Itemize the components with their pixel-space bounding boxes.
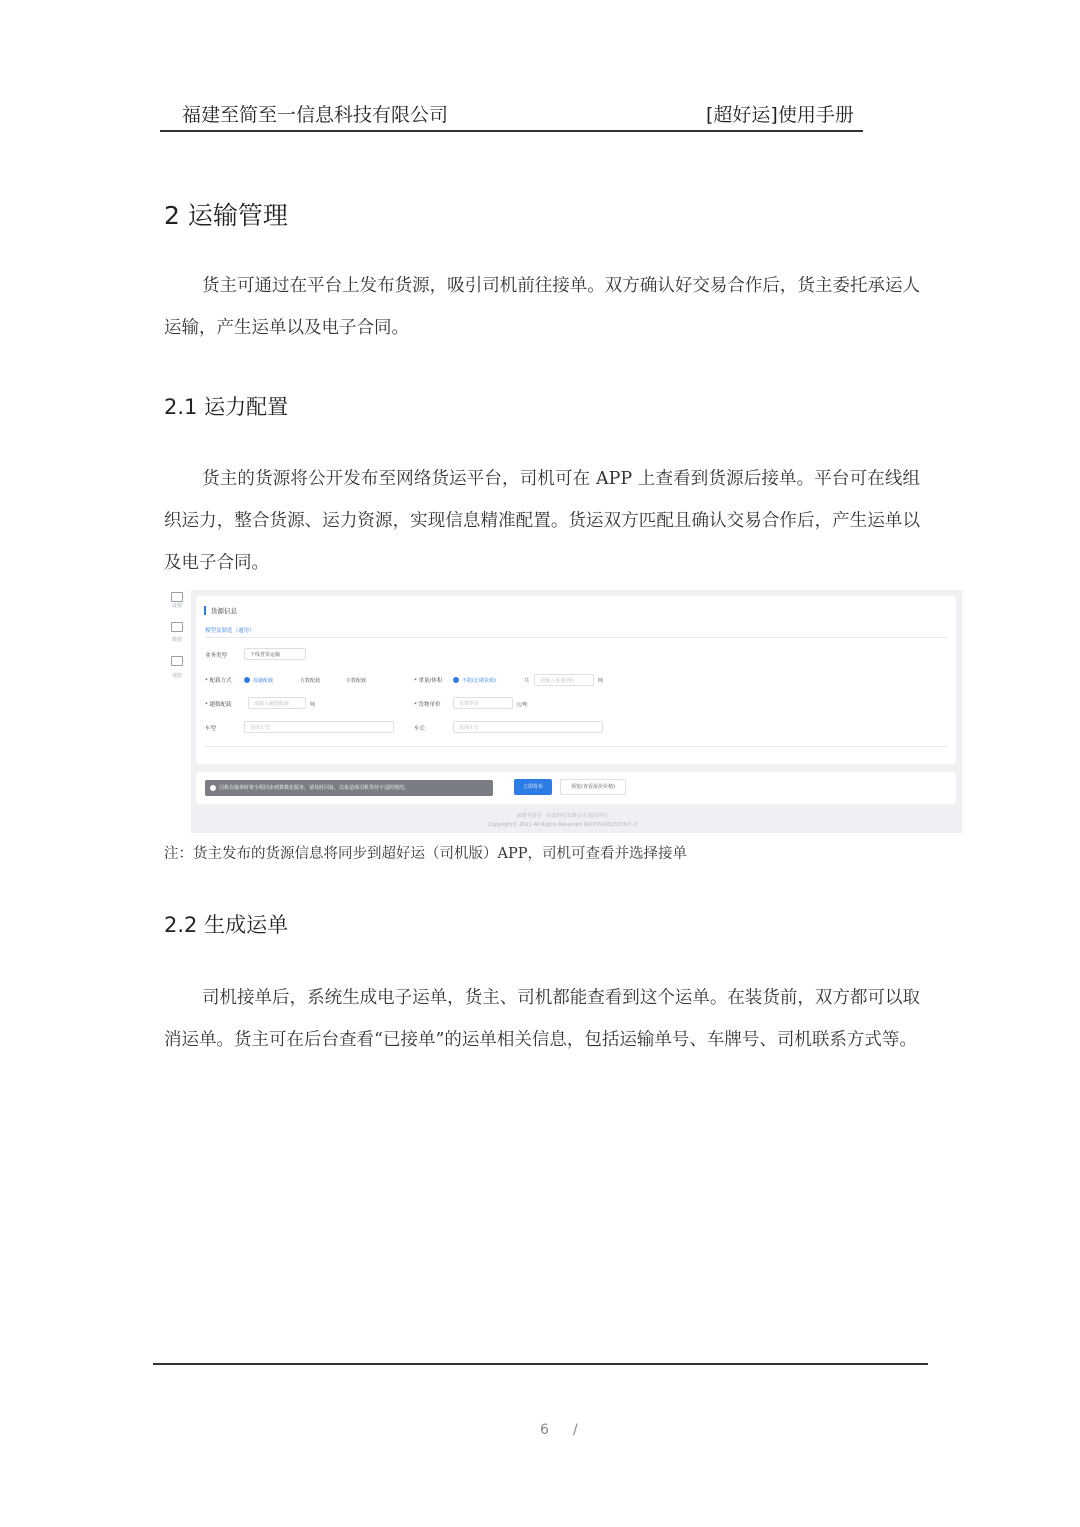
weight-option[interactable]: 共 bbox=[524, 678, 530, 684]
dispatch-option[interactable]: 方数配载 bbox=[300, 678, 321, 684]
settings-icon bbox=[171, 592, 183, 602]
vehicle-label: 车型 bbox=[205, 726, 217, 732]
page-number: 6 bbox=[540, 1422, 549, 1438]
warning-banner bbox=[205, 780, 493, 796]
cargo-form-screenshot bbox=[163, 590, 962, 833]
dispatch-option: 按趟配载 bbox=[253, 678, 274, 684]
card-divider bbox=[205, 746, 947, 747]
price-input[interactable]: 货物单价 bbox=[453, 697, 513, 709]
weight-input[interactable]: 请输入重量(吨) bbox=[534, 674, 594, 686]
info-icon bbox=[210, 785, 216, 791]
tab-divider bbox=[205, 637, 947, 638]
business-type-label: 业务类型 bbox=[205, 653, 228, 659]
header-manual-title: [超好运]使用手册 bbox=[706, 104, 854, 126]
length-label: 车长 bbox=[414, 726, 426, 732]
page-separator: / bbox=[573, 1422, 578, 1438]
header-company: 福建至简至一信息科技有限公司 bbox=[182, 104, 449, 126]
vehicle-select[interactable]: 选择车型 bbox=[244, 721, 394, 733]
warning-text: 司机在接单时将全程同步到算数化服务，请及时回复，以免造成司机等待不适的情况。 bbox=[219, 785, 410, 791]
price-unit: 元/吨 bbox=[516, 702, 528, 708]
publish-bar bbox=[196, 772, 956, 804]
trips-unit: 吨 bbox=[310, 702, 316, 708]
footer-divider bbox=[153, 1363, 928, 1365]
trips-label: * 趟数配载 bbox=[205, 702, 232, 708]
preview-button[interactable]: 预览(查看报价价格) bbox=[560, 779, 626, 795]
length-select[interactable]: 选择车长 bbox=[453, 721, 603, 733]
tab-template[interactable]: 模型及制造（通用） bbox=[205, 626, 255, 638]
publish-button[interactable]: 立即发布 bbox=[514, 779, 552, 795]
sidebar-label: 数据 bbox=[171, 637, 182, 643]
weight-unit: 吨 bbox=[598, 678, 604, 684]
screenshot-footer-copyright: Copyright© 2021 All Rights Reserved 闽ICP备19023316号-2 bbox=[488, 822, 637, 828]
cargo-info-card bbox=[196, 596, 956, 764]
dispatch-radio-trips[interactable] bbox=[244, 677, 250, 683]
trips-input[interactable]: 请输入趟数配载 bbox=[248, 697, 306, 709]
header-divider bbox=[160, 130, 863, 132]
section-2-title: 2 运输管理 bbox=[164, 201, 288, 230]
business-type-select[interactable]: 干线普货运输 bbox=[244, 648, 306, 660]
message-icon bbox=[171, 656, 183, 666]
price-label: * 货物单价 bbox=[414, 702, 441, 708]
section-2-2-title: 2.2 生成运单 bbox=[164, 913, 289, 937]
section-2-paragraph: 货主可通过在平台上发布货源，吸引司机前往接单。双方确认好交易合作后，货主委托承运人运输，产生运单以及电子合同。 bbox=[164, 276, 920, 338]
section-2-1-paragraph: 货主的货源将公开发布至网络货运平台，司机可在 APP 上查看到货源后接单。平台可在线组织运力，整合货源、运力资源，实现信息精准配置。货运双方匹配且确认交易合作后，产生运单以及电子合同。 bbox=[164, 469, 920, 573]
weight-option: 不限(长期货源) bbox=[462, 678, 496, 684]
dispatch-option[interactable]: 车数配载 bbox=[346, 678, 367, 684]
figure-note: 注：货主发布的货源信息将同步到超好运（司机版）APP，司机可查看并选择接单 bbox=[164, 846, 687, 862]
weight-radio-unlimited[interactable] bbox=[453, 677, 459, 683]
weight-label: * 重量/体积 bbox=[414, 678, 443, 684]
screenshot-footer-company: 福建至简至一信息科技有限公司 版权所有 bbox=[516, 813, 609, 819]
screenshot-sidebar bbox=[163, 590, 191, 833]
card-title: 货源信息 bbox=[204, 606, 237, 615]
section-2-2-paragraph: 司机接单后，系统生成电子运单，货主、司机都能查看到这个运单。在装货前，双方都可以取消运单。货主可在后台查看“已接单”的运单相关信息，包括运输单号、车牌号、司机联系方式等。 bbox=[164, 988, 920, 1050]
sidebar-label: 设置 bbox=[171, 603, 182, 609]
section-2-1-title: 2.1 运力配置 bbox=[164, 395, 289, 419]
dispatch-label: * 配载方式 bbox=[205, 678, 232, 684]
chart-icon bbox=[171, 622, 183, 632]
sidebar-label: 通知 bbox=[171, 673, 182, 679]
